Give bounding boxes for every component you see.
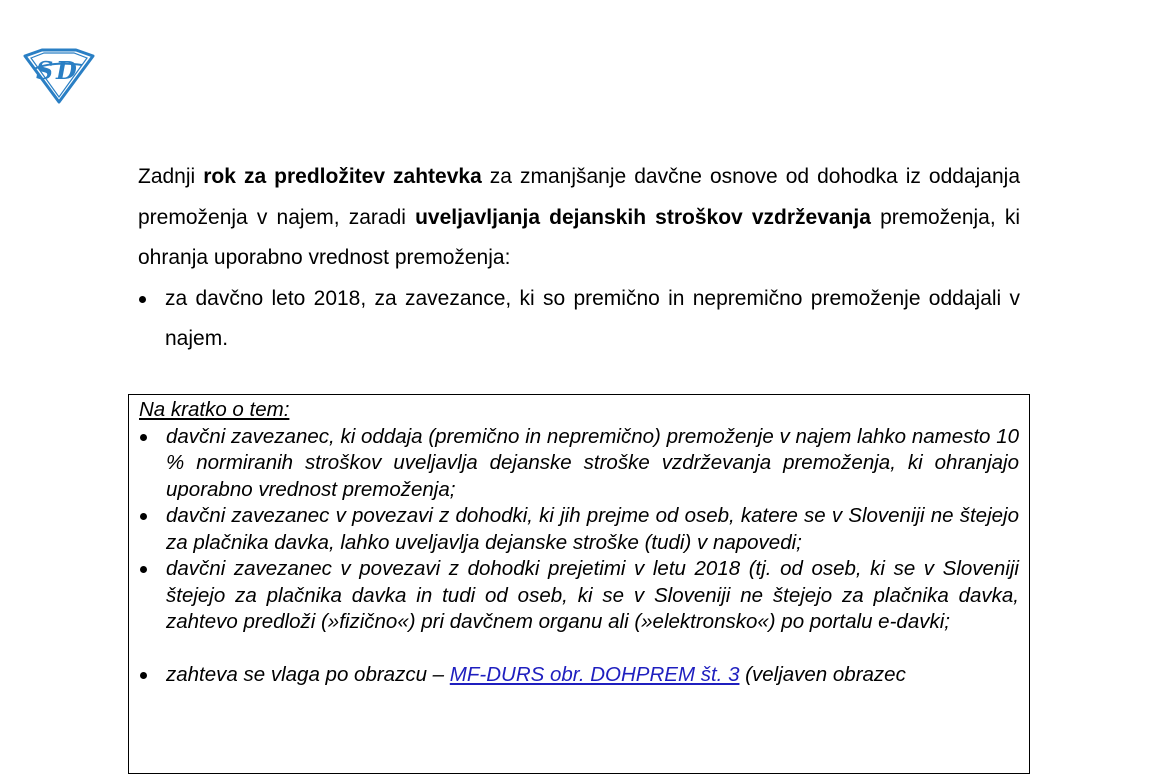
list-item: za davčno leto 2018, za zavezance, ki so premično in nepremično premoženje oddajali v najem.: [138, 279, 1020, 360]
list-item: davčni zavezanec v povezavi z dohodki prejetimi v letu 2018 (tj. od oseb, ki se v Sloveniji štejejo za plačnika davka in tudi od oseb, ki se v Sloveniji ne štejejo za plačnika davka, zahtevo predloži (»fizično«) pri davčnem organu ali (»elektronsko«) po portalu e-davki;: [139, 556, 1019, 636]
bullet-icon: [140, 672, 147, 679]
svg-text:S: S: [36, 56, 54, 85]
costs-bold: uveljavljanja dejanskih stroškov vzdrževanja: [415, 205, 871, 229]
document-body: [138, 157, 1020, 360]
intro-paragraph: Zadnji rok za predložitev zahtevka za zmanjšanje davčne osnove od dohodka iz oddajanja premoženja v najem, zaradi uveljavljanja dejanskih stroškov vzdrževanja premoženja, ki ohranja uporabno vrednost premoženja:: [138, 165, 1020, 269]
list-item: davčni zavezanec v povezavi z dohodki, ki jih prejme od oseb, katere se v Sloveniji ne štejejo za plačnika davka, lahko uveljavlja dejanske stroške (tudi) v napovedi;: [139, 503, 1019, 556]
list-item: davčni zavezanec, ki oddaja (premično in nepremično) premoženje v najem lahko namesto 10 % normiranih stroškov uveljavlja dejanske stroške vzdrževanja premoženja, ki ohranjajo uporabno vrednost premoženja;: [139, 424, 1019, 504]
bullet-icon: [140, 566, 147, 573]
intro-bullet-list: [138, 279, 1020, 360]
bullet-icon: [140, 513, 147, 520]
bullet-icon: [139, 296, 146, 303]
bullet-icon: [140, 434, 147, 441]
svg-text:D: D: [56, 56, 77, 85]
sd-shield-logo-icon: [22, 47, 96, 105]
deadline-bold: rok za predložitev zahtevka: [203, 165, 482, 188]
summary-list: [139, 424, 1019, 689]
summary-box: [128, 394, 1030, 774]
summary-title: Na kratko o tem:: [139, 398, 290, 421]
list-item: zahteva se vlaga po obrazcu – MF-DURS obr. DOHPREM št. 3 (veljaven obrazec: [139, 662, 1019, 689]
form-link[interactable]: MF-DURS obr. DOHPREM št. 3: [449, 662, 740, 686]
